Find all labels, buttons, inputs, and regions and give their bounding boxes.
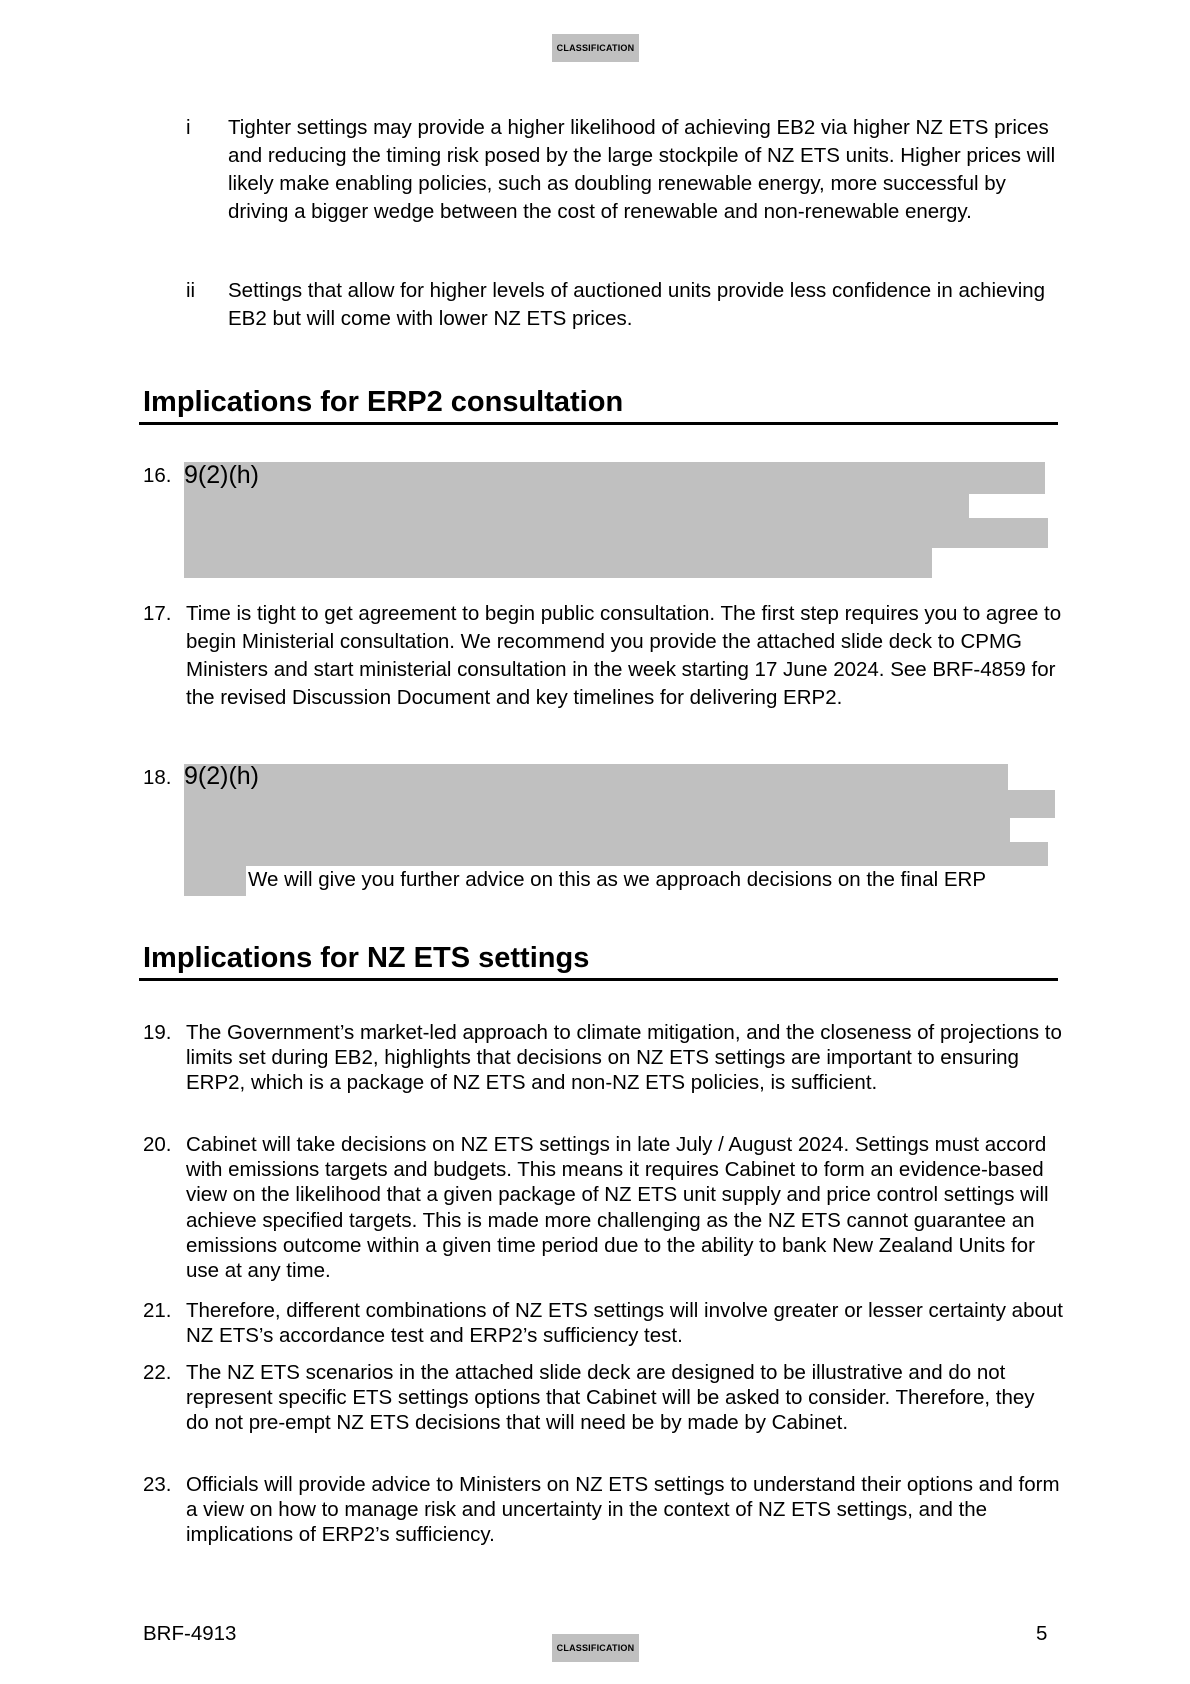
section-heading-nz-ets-settings: Implications for NZ ETS settings — [143, 942, 590, 974]
redaction-code: 9(2)(h) — [184, 461, 260, 489]
redaction-code: 9(2)(h) — [184, 762, 260, 790]
paragraph-number: 16. — [143, 464, 172, 487]
redaction-block — [184, 818, 1010, 842]
paragraph-text: The NZ ETS scenarios in the attached slide deck are designed to be illustrative and do not represent specific ETS settings options that Cabinet will be asked to consider. Therefore, they do not pre-empt NZ ETS decisions that will need be by made by Cabinet. — [186, 1361, 1035, 1435]
heading-underline — [139, 978, 1058, 981]
paragraph-text: The Government’s market-led approach to climate mitigation, and the closeness of projections to limits set during EB2, highlights that decisions on NZ ETS settings are important to ensuring ERP2, which is a package of NZ ETS and non-NZ ETS policies, is sufficient. — [186, 1021, 1062, 1095]
paragraph-number: 20. — [143, 1133, 172, 1156]
footer-document-reference: BRF-4913 — [143, 1622, 237, 1645]
paragraph-number: 19. — [143, 1021, 172, 1044]
redaction-block — [184, 842, 1048, 866]
paragraph-number: 23. — [143, 1473, 172, 1496]
redaction-block — [184, 764, 1008, 790]
redaction-block — [184, 548, 932, 578]
paragraph-text: We will give you further advice on this as we approach decisions on the final ERP — [248, 868, 987, 891]
heading-underline — [139, 422, 1058, 425]
sub-item-marker: ii — [186, 279, 196, 302]
redaction-block — [184, 462, 1045, 494]
sub-item-text: Settings that allow for higher levels of auctioned units provide less confidence in achieving EB2 but will come with lower NZ ETS prices. — [228, 279, 1046, 330]
paragraph-number: 22. — [143, 1361, 172, 1384]
paragraph-text: Cabinet will take decisions on NZ ETS settings in late July / August 2024. Settings must accord with emissions targets and budgets. This means it requires Cabinet to form an evidence-based view on the likelihood that a given package of NZ ETS unit supply and price control settings will achieve specified targets. This is made more challenging as the NZ ETS cannot guarantee an emissions outcome within a given time period due to the ability to bank New Zealand Units for use at any time. — [186, 1133, 1049, 1283]
section-heading-erp2-consultation: Implications for ERP2 consultation — [143, 386, 624, 418]
sub-item-text: Tighter settings may provide a higher likelihood of achieving EB2 via higher NZ ETS prices and reducing the timing risk posed by the large stockpile of NZ ETS units. Higher prices will likely make enabling policies, such as doubling renewable energy, more successful by driving a bigger wedge between the cost of renewable and non-renewable energy. — [228, 116, 1056, 223]
redaction-block — [184, 518, 1048, 548]
paragraph-text: Time is tight to get agreement to begin public consultation. The first step requires you to agree to begin Ministerial consultation. We recommend you provide the attached slide deck to CPMG Ministers and start ministerial consultation in the week starting 17 June 2024. See BRF-4859 for the revised Discussion Document and key timelines for delivering ERP2. — [186, 602, 1062, 709]
paragraph-text: Officials will provide advice to Ministers on NZ ETS settings to understand their options and form a view on how to manage risk and uncertainty in the context of NZ ETS settings, and the implications of ERP2’s sufficiency. — [186, 1473, 1060, 1547]
redaction-block — [184, 790, 1055, 818]
classification-marking-bottom: CLASSIFICATION — [552, 1634, 639, 1662]
classification-marking-top: CLASSIFICATION — [552, 34, 639, 62]
redaction-block — [184, 866, 246, 896]
footer-page-number: 5 — [1036, 1622, 1048, 1645]
paragraph-number: 17. — [143, 602, 172, 625]
paragraph-number: 21. — [143, 1299, 172, 1322]
sub-item-marker: i — [186, 116, 191, 139]
paragraph-number: 18. — [143, 766, 172, 789]
paragraph-text: Therefore, different combinations of NZ ETS settings will involve greater or lesser certainty about NZ ETS’s accordance test and ERP2’s sufficiency test. — [186, 1299, 1063, 1348]
redaction-block — [184, 494, 969, 518]
